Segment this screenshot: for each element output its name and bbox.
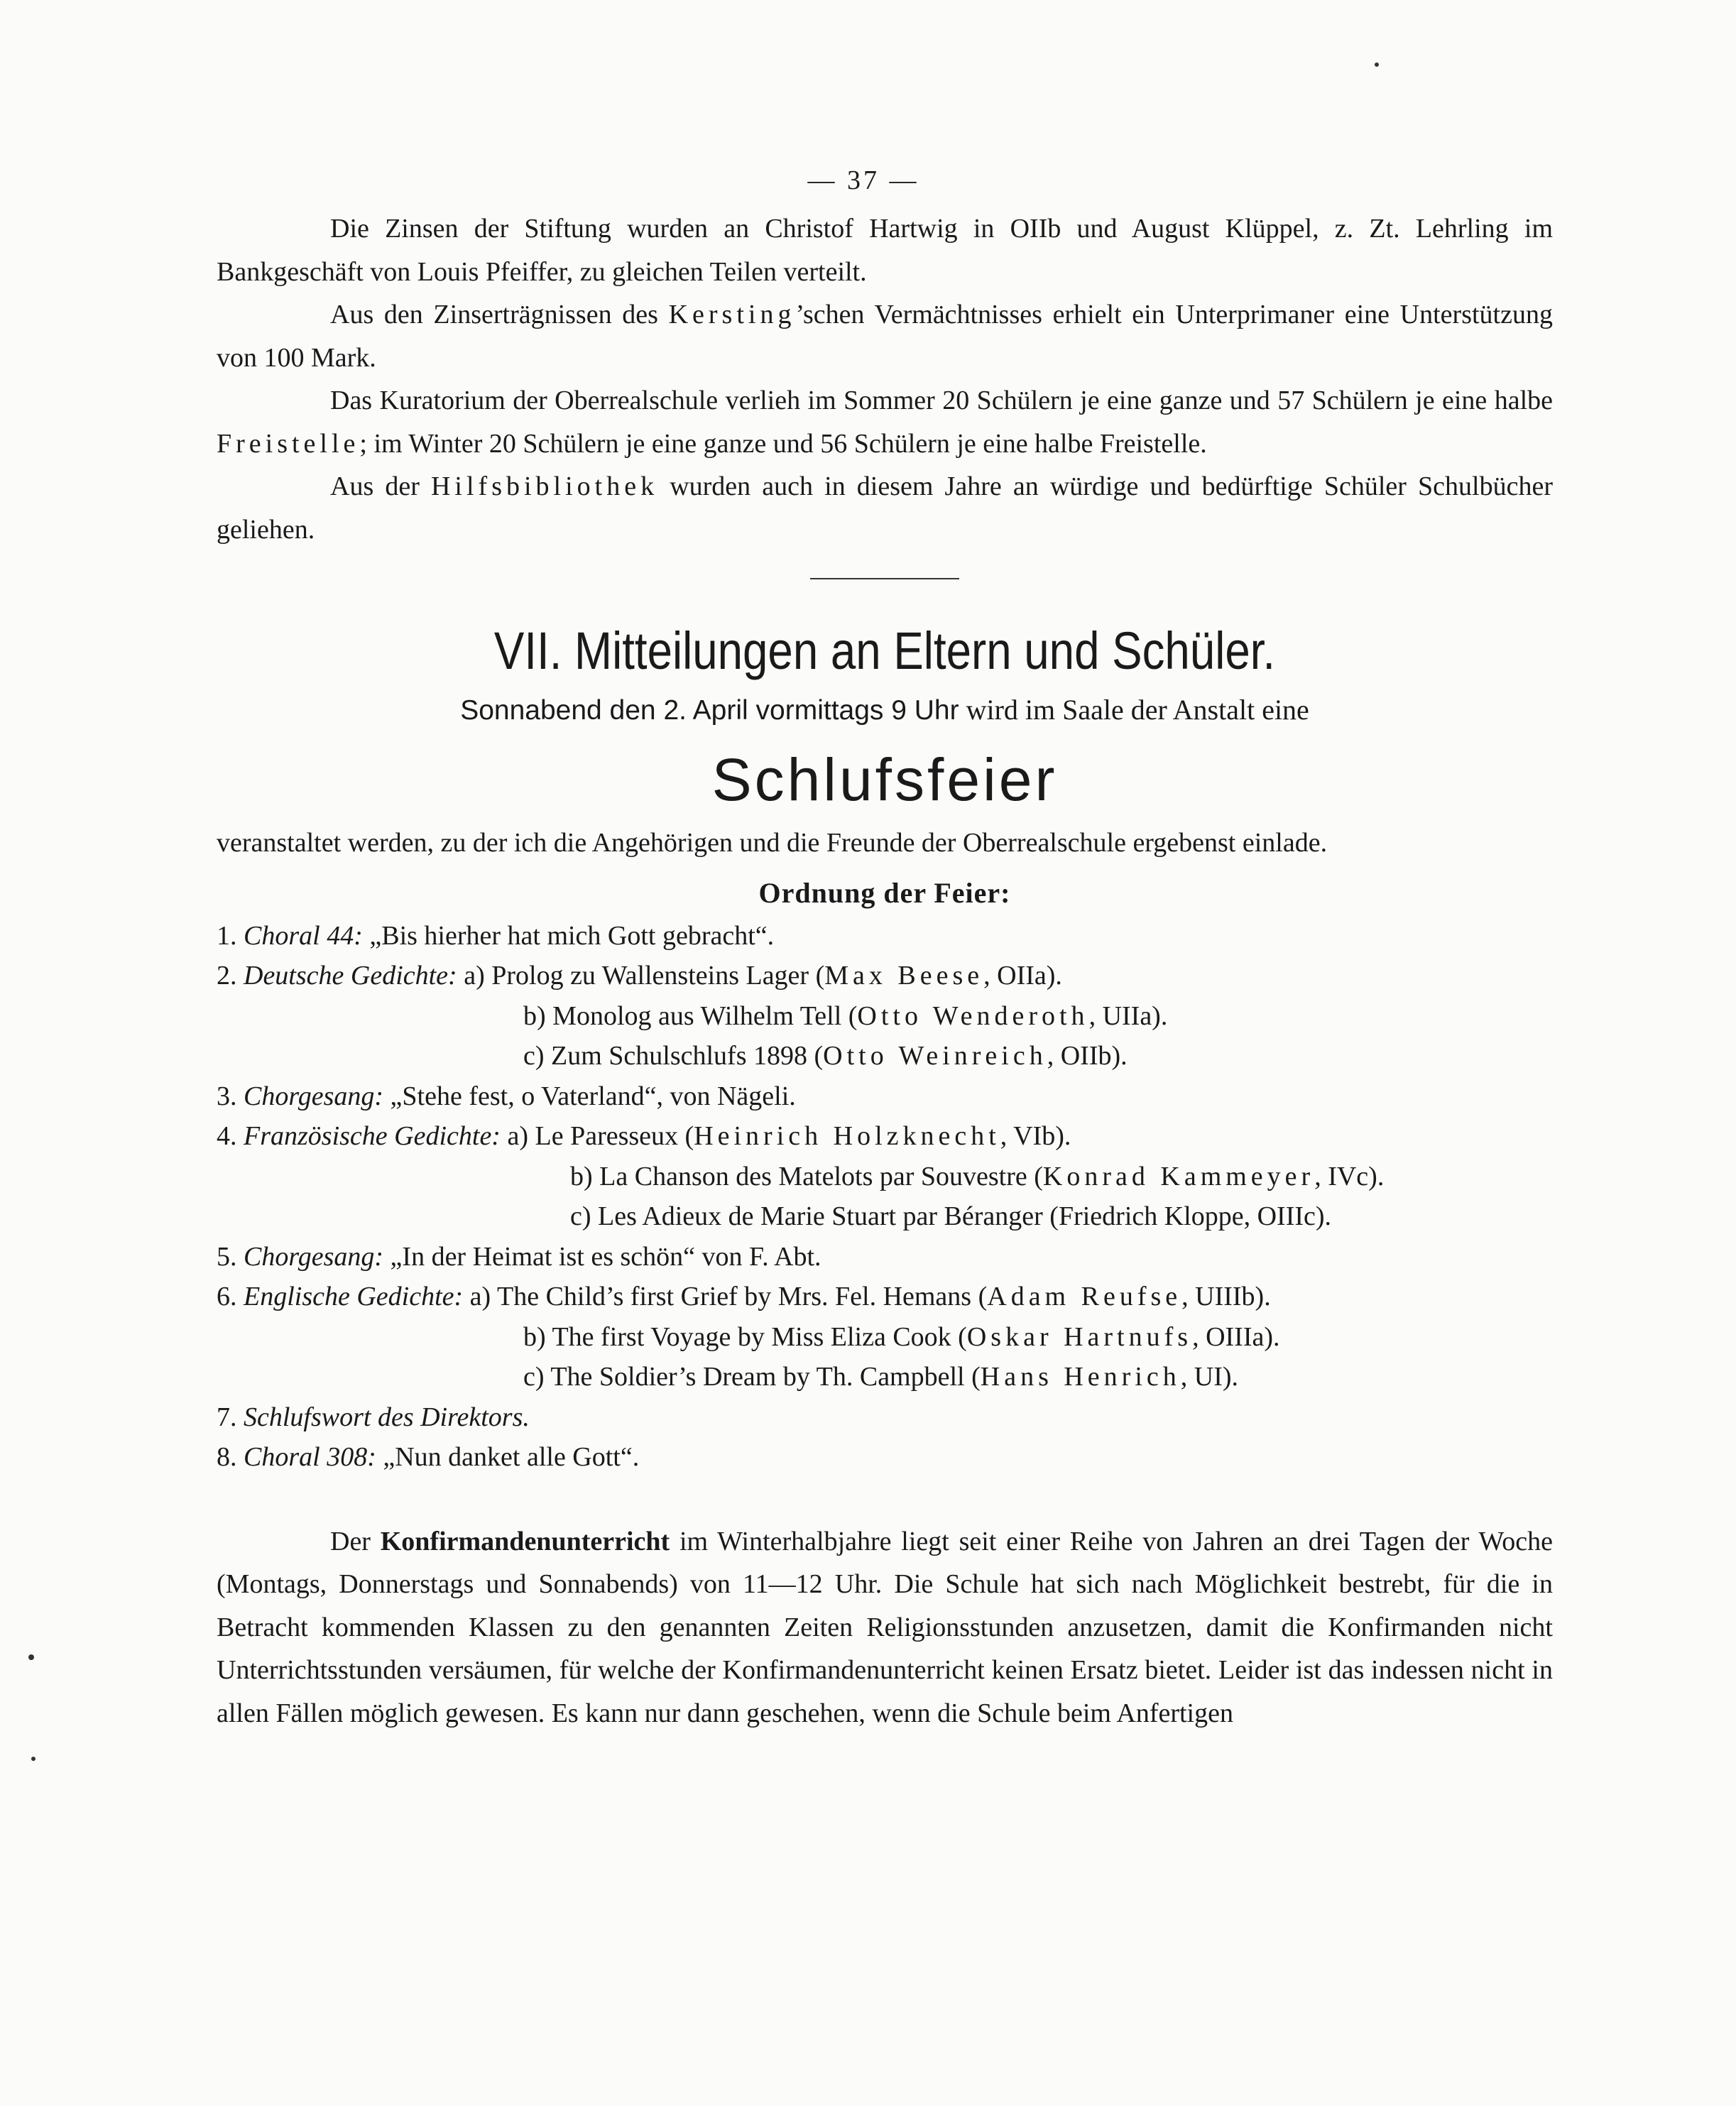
kuratorium-pre: Das Kuratorium der Oberrealschule verlieh im Sommer 20 Schülern je eine ganze und 57 Schülern je eine halbe	[330, 386, 1553, 415]
item-text: b) Monolog aus Wilhelm Tell (	[523, 1000, 858, 1031]
kersting-name: Kersting	[668, 300, 796, 329]
announcement	[217, 689, 1553, 732]
item-title: Choral 44:	[244, 920, 363, 951]
performer-class: , OIIb).	[1047, 1041, 1128, 1071]
performer-name: Konrad Kammeyer	[1042, 1161, 1315, 1191]
performer-name: Adam Reufse	[987, 1282, 1182, 1311]
performer-name: Otto Wenderoth	[857, 1000, 1089, 1031]
kersting-post: ’schen Vermächtnisses erhielt ein Unterprimaner eine Unterstützung von 100 Mark.	[217, 300, 1553, 373]
item-text: „In der Heimat ist es schön“ von F. Abt.	[383, 1241, 821, 1272]
item-number: 7.	[217, 1402, 237, 1432]
program-item-6a	[217, 1277, 1553, 1317]
program-item-2a	[217, 956, 1553, 996]
performer-name: Hans Henrich	[980, 1362, 1181, 1392]
program-item-2c	[217, 1036, 1553, 1076]
item-number: 8.	[217, 1442, 237, 1472]
performer-name: Max Beese	[824, 961, 984, 991]
hilfsbibliothek-term: Hilfsbibliothek	[430, 471, 659, 501]
paragraph-kuratorium	[217, 379, 1553, 465]
performer-class: , IVc).	[1314, 1161, 1385, 1191]
freistelle-term: Freistelle	[217, 428, 360, 459]
page-number: — 37 —	[807, 165, 919, 195]
program-list	[217, 916, 1553, 1478]
performer-class: , OIIIc).	[1243, 1201, 1332, 1231]
item-number: 5.	[217, 1241, 237, 1272]
item-title: Chorgesang:	[244, 1081, 384, 1111]
item-title: Choral 308:	[244, 1442, 376, 1472]
item-text: c) Les Adieux de Marie Stuart par Béranger (	[570, 1201, 1059, 1231]
margin-speck	[28, 1654, 34, 1660]
performer-class: , UIIIb).	[1181, 1282, 1271, 1311]
item-text: c) Zum Schulschlufs 1898 (	[523, 1041, 824, 1071]
paragraph-kersting	[217, 293, 1553, 379]
item-text: „Stehe fest, o Vaterland“, von Nägeli.	[383, 1081, 796, 1111]
performer-class: , OIIIa).	[1192, 1321, 1280, 1352]
kersting-pre: Aus den Zinserträgnissen des	[330, 300, 669, 329]
spacer	[217, 1478, 1553, 1520]
performer-name: Oskar Hartnufs	[966, 1321, 1193, 1352]
performer-name: Friedrich Kloppe	[1058, 1201, 1244, 1231]
announcement-rest: wird im Saale der Anstalt eine	[959, 694, 1309, 726]
program-item-4c	[217, 1196, 1553, 1237]
section-divider	[810, 578, 959, 579]
event-title: Schlufsfeier	[711, 746, 1058, 813]
bibliothek-pre: Aus der	[330, 471, 431, 501]
paragraph-konfirmation	[217, 1520, 1553, 1735]
program-item-6b	[217, 1317, 1553, 1358]
item-title: Chorgesang:	[244, 1241, 384, 1272]
section-title: VII. Mitteilungen an Eltern und Schüler.	[493, 621, 1276, 680]
item-text: b) The first Voyage by Miss Eliza Cook (	[523, 1321, 967, 1352]
invitation-text: veranstaltet werden, zu der ich die Angehörigen und die Freunde der Oberrealschule ergebenst einlade.	[217, 828, 1328, 858]
program-item-4a	[217, 1116, 1553, 1157]
program-item-5	[217, 1237, 1553, 1277]
item-number: 2.	[217, 961, 237, 991]
performer-name: Heinrich Holzknecht	[694, 1121, 1000, 1151]
paragraph-stiftung: Die Zinsen der Stiftung wurden an Christof Hartwig in OIIb und August Klüppel, z. Zt. Lehrling im Bankgeschäft von Louis Pfeiffer, zu gleichen Teilen verteilt.	[217, 214, 1553, 287]
performer-name: Otto Weinreich	[823, 1041, 1047, 1071]
program-item-2b	[217, 996, 1553, 1037]
program-item-4b	[217, 1157, 1553, 1197]
item-text: a) Prolog zu Wallensteins Lager (	[457, 961, 825, 991]
kuratorium-post: ; im Winter 20 Schülern je eine ganze und 56 Schülern je eine halbe Freistelle.	[359, 428, 1207, 459]
paragraph-bibliothek	[217, 465, 1553, 551]
item-title: Deutsche Gedichte:	[244, 961, 457, 991]
performer-class: , OIIa).	[983, 961, 1062, 991]
margin-speck	[31, 1757, 36, 1761]
item-title: Französische Gedichte:	[244, 1121, 501, 1151]
program-item-3	[217, 1076, 1553, 1117]
item-text: b) La Chanson des Matelots par Souvestre (	[570, 1161, 1043, 1191]
bibliothek-post: wurden auch in diesem Jahre an würdige und bedürftige Schüler Schulbücher geliehen.	[217, 471, 1553, 545]
konfirmation-pre: Der	[330, 1526, 381, 1556]
konfirmation-term: Konfirmandenunterricht	[380, 1526, 670, 1556]
performer-class: , UIIa).	[1088, 1000, 1168, 1031]
item-number: 4.	[217, 1121, 237, 1151]
performer-class: , UI).	[1180, 1362, 1239, 1392]
item-text: c) The Soldier’s Dream by Th. Campbell (	[523, 1362, 981, 1392]
program-item-7	[217, 1397, 1553, 1438]
program-item-1	[217, 916, 1553, 956]
announcement-date: Sonnabend den 2. April vormittags 9 Uhr	[460, 695, 959, 726]
konfirmation-post: im Winterhalbjahre liegt seit einer Reihe von Jahren an drei Tagen der Woche (Montags, Donnerstags und Sonnabends) von 11—12 Uhr. Die Schule hat sich nach Möglichkeit bestrebt, für die in Betracht kommenden Klassen zu den genannten Zeiten Religionsstunden anzusetzen, damit die Konfirmanden nicht Unterrichtsstunden versäumen, für welche der Konfirmandenunterricht keinen Ersatz bietet. Leider ist das indessen nicht in allen Fällen möglich gewesen. Es kann nur dann geschehen, wenn die Schule beim Anfertigen	[217, 1526, 1554, 1728]
item-title: Schlufswort des Direktors.	[244, 1402, 530, 1432]
item-text: a) The Child’s first Grief by Mrs. Fel. Hemans (	[463, 1282, 988, 1311]
item-text: „Nun danket alle Gott“.	[376, 1442, 640, 1472]
program-heading: Ordnung der Feier:	[758, 876, 1011, 909]
item-title: Englische Gedichte:	[244, 1282, 464, 1311]
item-text: „Bis hierher hat mich Gott gebracht“.	[362, 920, 775, 951]
performer-class: , VIb).	[1000, 1121, 1071, 1151]
program-item-6c	[217, 1357, 1553, 1397]
item-number: 3.	[217, 1081, 237, 1111]
item-number: 1.	[217, 920, 237, 951]
item-number: 6.	[217, 1282, 237, 1311]
margin-speck	[1375, 62, 1379, 67]
item-text: a) Le Paresseux (	[500, 1121, 694, 1151]
page-content	[217, 165, 1553, 1735]
program-item-8	[217, 1437, 1553, 1478]
